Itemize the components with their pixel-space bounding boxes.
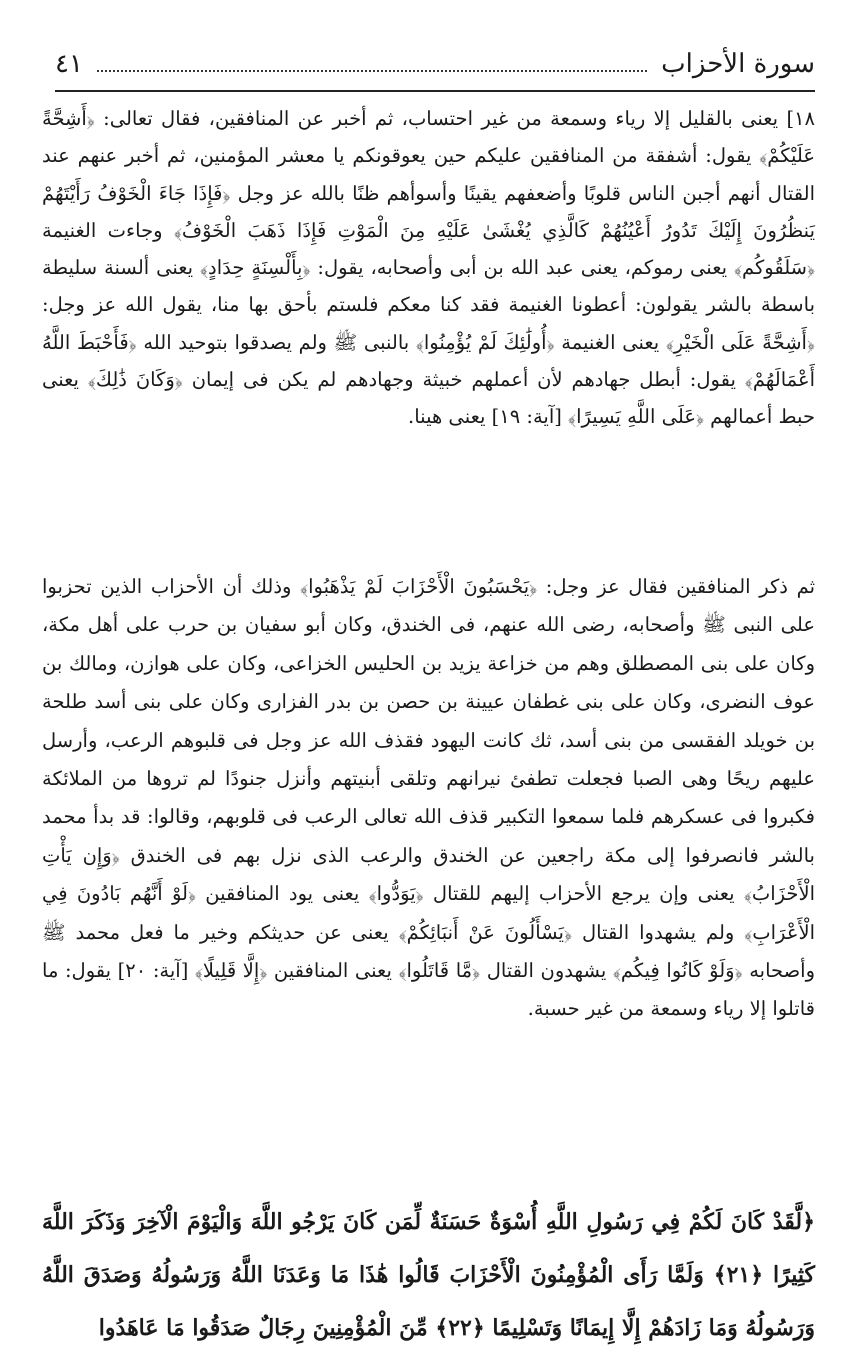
surah-title: سورة الأحزاب: [661, 49, 815, 79]
paragraph-text: ١٨] يعنى بالقليل إلا رياء وسمعة من غير احتساب، ثم أخبر عن المنافقين، فقال تعالى: ﴿أَشِحَّةً عَلَيْكُمْ﴾ يقول: أشفقة من المنافقين عليكم حين يعوقونكم يا معشر المؤمنين، ثم أخبر عنهم عند القتال أنهم أجبن الناس قلوبًا وأضعفهم يقينًا وأسوأهم ظنًا بالله عز وجل ﴿فَإِذَا جَاءَ الْخَوْفُ رَأَيْتَهُمْ يَنظُرُونَ إِلَيْكَ تَدُورُ أَعْيُنُهُمْ كَالَّذِي يُغْشَىٰ عَلَيْهِ مِنَ الْمَوْتِ فَإِذَا ذَهَبَ الْخَوْفُ﴾ وجاءت الغنيمة ﴿سَلَقُوكُم﴾ يعنى رموكم، يعنى عبد الله بن أبى وأصحابه، يقول: ﴿بِأَلْسِنَةٍ حِدَادٍ﴾ يعنى ألسنة سليطة باسطة بالشر يقولون: أعطونا الغنيمة فقد كنا معكم فلستم بأحق بها منا، يقول الله عز وجل: ﴿أَشِحَّةً عَلَى الْخَيْرِ﴾ يعنى الغنيمة ﴿أُولَٰئِكَ لَمْ يُؤْمِنُوا﴾ بالنبى ﷺ ولم يصدقوا بتوحيد الله ﴿فَأَحْبَطَ اللَّهُ أَعْمَالَهُمْ﴾ يقول: أبطل جهادهم لأن أعملهم خبيثة وجهادهم لم يكن فى إيمان ﴿وَكَانَ ذَٰلِكَ﴾ يعنى حبط أعمالهم ﴿عَلَى اللَّهِ يَسِيرًا﴾ [آية: ١٩] يعنى هينا.: [42, 107, 816, 429]
quran-verses-block: [42, 1196, 815, 1355]
page-number: ٤١: [55, 49, 83, 79]
header-leader-dots: [97, 56, 647, 72]
commentary-paragraph-2: [42, 568, 815, 1029]
paragraph-text: ثم ذكر المنافقين فقال عز وجل: ﴿يَحْسَبُونَ الْأَحْزَابَ لَمْ يَذْهَبُوا﴾ وذلك أن الأحزاب الذين تحزبوا على النبى ﷺ وأصحابه، رضى الله عنهم، فى الخندق، وكان أبو سفيان بن حرب على أهل مكة، وكان على بنى المصطلق وهم من خزاعة يزيد بن الحليس الخزاعى، وكان على هوازن، ومالك بن عوف النضرى، وكان على بنى غطفان عيينة بن حصن بن بدر الفزارى وكان على بنى أسد طلحة بن خويلد الفقسى من بنى أسد، ثك كانت اليهود فقذف الله عز وجل فى قلبوهم الرعب، وأرسل عليهم ريحًا وهى الصبا فجعلت تطفئ نيرانهم وتلقى أبنيتهم وأنزل جنودًا لم تروها من الملائكة فكبروا فى عسكرهم فلما سمعوا التكبير قذف الله تعالى الرعب فى قلوبهم، وقالوا: قد بدأ محمد بالشر فانصرفوا إلى مكة راجعين عن الخندق والرعب الذى نزل بهم فى الخندق ﴿وَإِن يَأْتِ الْأَحْزَابُ﴾ يعنى وإن يرجع الأحزاب إليهم للقتال ﴿يَوَدُّوا﴾ يعنى يود المنافقين ﴿لَوْ أَنَّهُم بَادُونَ فِي الْأَعْرَابِ﴾ ولم يشهدوا القتال ﴿يَسْأَلُونَ عَنْ أَنبَائِكُمْ﴾ يعنى عن حديثكم وخير ما فعل محمد ﷺ وأصحابه ﴿وَلَوْ كَانُوا فِيكُم﴾ يشهدون القتال ﴿مَّا قَاتَلُوا﴾ يعنى المنافقين ﴿إِلَّا قَلِيلًا﴾ [آية: ٢٠] يقول: ما قاتلوا إلا رياء وسمعة من غير حسبة.: [42, 575, 815, 1021]
commentary-paragraph-1: [42, 100, 815, 436]
header-rule: [55, 90, 815, 92]
page-header: [55, 40, 815, 88]
verses-text: ﴿لَّقَدْ كَانَ لَكُمْ فِي رَسُولِ اللَّهِ أُسْوَةٌ حَسَنَةٌ لِّمَن كَانَ يَرْجُو اللَّهَ وَالْيَوْمَ الْآخِرَ وَذَكَرَ اللَّهَ كَثِيرًا ﴿٢١﴾ وَلَمَّا رَأَى الْمُؤْمِنُونَ الْأَحْزَابَ قَالُوا هَٰذَا مَا وَعَدَنَا اللَّهُ وَرَسُولُهُ وَصَدَقَ اللَّهُ وَرَسُولُهُ وَمَا زَادَهُمْ إِلَّا إِيمَانًا وَتَسْلِيمًا ﴿٢٢﴾ مِّنَ الْمُؤْمِنِينَ رِجَالٌ صَدَقُوا مَا عَاهَدُوا: [42, 1209, 815, 1341]
